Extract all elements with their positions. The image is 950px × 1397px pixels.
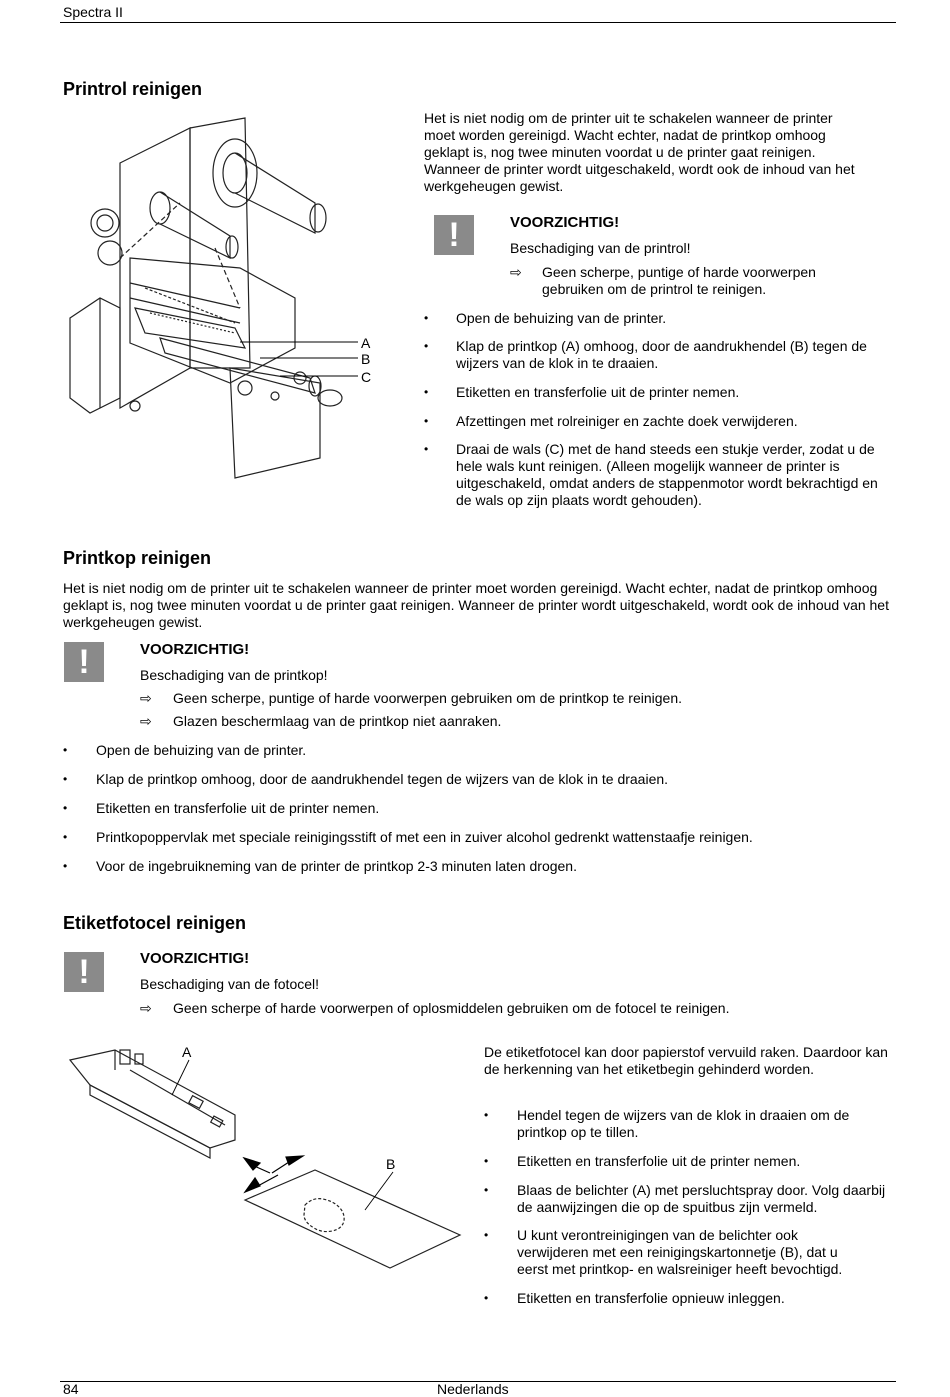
bullet-icon: •	[484, 1183, 489, 1197]
bullet-icon: •	[63, 859, 68, 873]
section-title-etiketfotocel: Etiketfotocel reinigen	[63, 913, 247, 933]
footer-language: Nederlands	[437, 1381, 509, 1397]
warning-icon: !	[64, 642, 104, 682]
figure-label-b: B	[386, 1156, 396, 1172]
page-number: 84	[63, 1381, 79, 1397]
bullet-icon: •	[484, 1291, 489, 1305]
bullet-icon: •	[424, 385, 429, 399]
printer-illustration	[60, 108, 380, 488]
warning-title: VOORZICHTIG!	[140, 641, 250, 658]
bullet-icon: •	[484, 1228, 489, 1242]
warning-icon: !	[64, 952, 104, 992]
section-title-printrol: Printrol reinigen	[63, 79, 203, 99]
figure-label-a: A	[361, 335, 371, 351]
bullet-icon: •	[424, 311, 429, 325]
warning-item: Geen scherpe of harde voorwerpen of oplosmiddelen gebruiken om de fotocel te reinigen.	[173, 1000, 730, 1016]
printrol-intro: Het is niet nodig om de printer uit te schakelen wanneer de printer moet worden gereinigd. Wacht echter, nadat de printkop omhoog geklapt is, nog twee minuten voordat u de printer gaat reinigen. Wanneer de printer wordt uitgeschakeld, wordt ook de inhoud van het werkgeheugen gewist.	[424, 110, 855, 194]
figure-label-c: C	[361, 369, 372, 385]
figure-label-b: B	[361, 351, 371, 367]
warning-title: VOORZICHTIG!	[140, 950, 250, 967]
etiketfotocel-intro: De etiketfotocel kan door papierstof vervuild raken. Daardoor kan de herkenning van het etiketbegin gehinderd worden.	[484, 1044, 888, 1077]
printkop-intro: Het is niet nodig om de printer uit te schakelen wanneer de printer moet worden gereinigd. Wacht echter, nadat de printkop omhoog geklapt is, nog twee minuten voordat u de printer gaat reinigen. Wanneer de printer wordt uitgeschakeld, wordt ook de inhoud van het werkgeheugen gewist.	[63, 580, 889, 630]
double-arrow-right-icon: ⇨	[140, 713, 152, 729]
bullet-icon: •	[424, 414, 429, 428]
double-arrow-right-icon: ⇨	[140, 690, 152, 706]
bullet-icon: •	[63, 743, 68, 757]
figure-label-a: A	[182, 1044, 192, 1060]
warning-subtitle: Beschadiging van de printkop!	[140, 667, 328, 683]
double-arrow-right-icon: ⇨	[140, 1000, 152, 1016]
bullet-icon: •	[63, 801, 68, 815]
bullet-icon: •	[424, 442, 429, 456]
bullet-icon: •	[484, 1108, 489, 1122]
warning-title: VOORZICHTIG!	[510, 214, 620, 231]
header-title: Spectra II	[63, 4, 123, 20]
bullet-icon: •	[63, 830, 68, 844]
warning-item: Geen scherpe, puntige of harde voorwerpen gebruiken om de printrol te reinigen.	[542, 264, 816, 297]
bullet-icon: •	[424, 339, 429, 353]
bullet-icon: •	[484, 1154, 489, 1168]
warning-icon: !	[434, 215, 474, 255]
section-title-printkop: Printkop reinigen	[63, 548, 212, 568]
photocell-illustration	[60, 1040, 470, 1310]
double-arrow-right-icon: ⇨	[510, 264, 522, 280]
header-rule	[60, 22, 896, 23]
bullet-icon: •	[63, 772, 68, 786]
warning-item: Glazen beschermlaag van de printkop niet aanraken.	[173, 713, 502, 729]
warning-subtitle: Beschadiging van de printrol!	[510, 240, 691, 256]
warning-subtitle: Beschadiging van de fotocel!	[140, 976, 320, 992]
warning-item: Geen scherpe, puntige of harde voorwerpen gebruiken om de printkop te reinigen.	[173, 690, 682, 706]
